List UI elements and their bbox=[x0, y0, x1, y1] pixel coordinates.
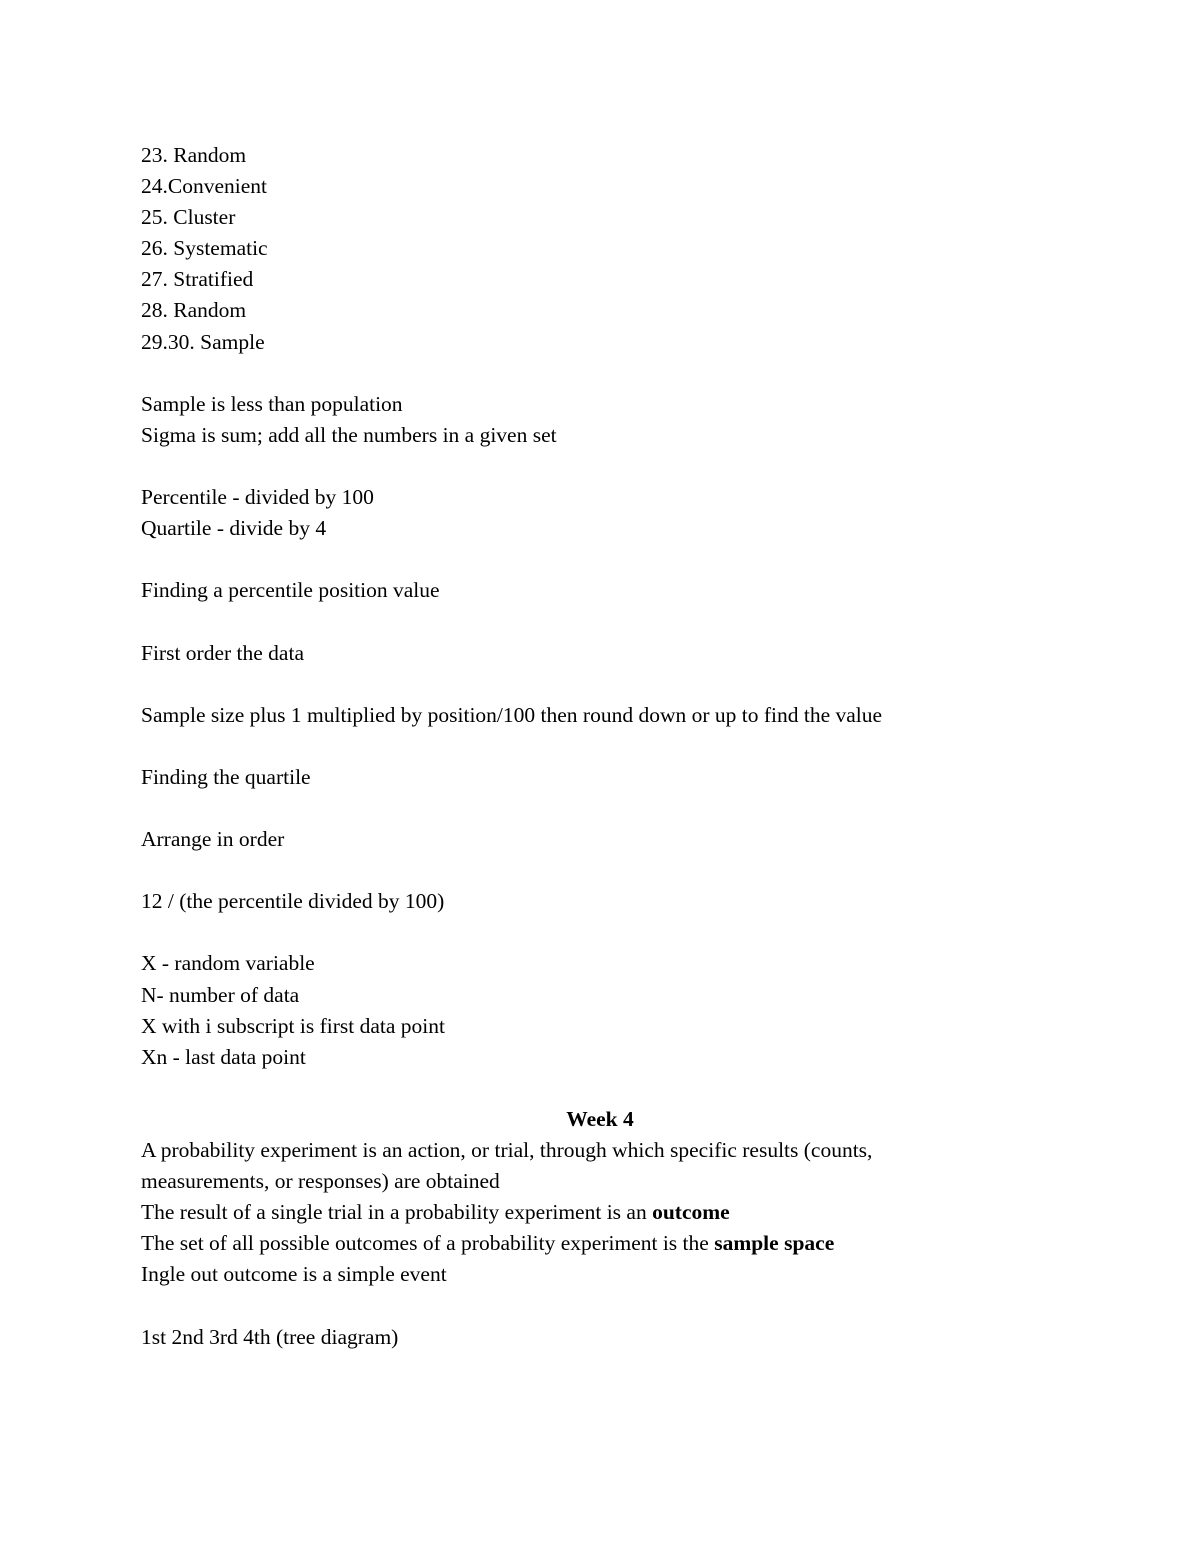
x-subscript-note: X with i subscript is first data point bbox=[141, 1013, 445, 1038]
sample-space-definition bbox=[141, 1228, 1061, 1259]
sigma-note: Sigma is sum; add all the numbers in a given set bbox=[141, 422, 557, 447]
percentile-definition: Percentile - divided by 100 bbox=[141, 485, 374, 510]
sampling-methods-list bbox=[141, 140, 1061, 358]
outcome-definition bbox=[141, 1197, 1061, 1228]
week-4-heading: Week 4 bbox=[566, 1106, 634, 1131]
quartile-definition: Quartile - divide by 4 bbox=[141, 516, 327, 541]
xn-note: Xn - last data point bbox=[141, 1044, 306, 1069]
list-item: 26. Systematic bbox=[141, 236, 268, 261]
blank-line bbox=[141, 917, 1061, 948]
blank-line bbox=[141, 1073, 1061, 1104]
document-body bbox=[141, 140, 1061, 1353]
blank-line bbox=[141, 855, 1061, 886]
sample-vs-population-note: Sample is less than population bbox=[141, 391, 403, 416]
list-item: 29.30. Sample bbox=[141, 329, 265, 354]
sample-space-term: sample space bbox=[714, 1231, 835, 1256]
list-item: 23. Random bbox=[141, 143, 247, 167]
blank-line bbox=[141, 731, 1061, 762]
finding-percentile-heading: Finding a percentile position value bbox=[141, 578, 440, 603]
blank-line bbox=[141, 544, 1061, 575]
finding-quartile-heading: Finding the quartile bbox=[141, 764, 311, 789]
probability-experiment-line-1: A probability experiment is an action, or trial, through which specific results (counts, bbox=[141, 1138, 873, 1162]
outcome-text: The result of a single trial in a probability experiment is an bbox=[141, 1200, 653, 1225]
blank-line bbox=[141, 1290, 1061, 1321]
tree-diagram-note: 1st 2nd 3rd 4th (tree diagram) bbox=[141, 1324, 399, 1349]
blank-line bbox=[141, 606, 1061, 637]
blank-line bbox=[141, 451, 1061, 482]
sample-space-text: The set of all possible outcomes of a probability experiment is the bbox=[141, 1231, 715, 1256]
x-variable-note: X - random variable bbox=[141, 951, 315, 976]
first-order-note: First order the data bbox=[141, 640, 304, 665]
list-item: 28. Random bbox=[141, 298, 247, 323]
arrange-note: Arrange in order bbox=[141, 827, 285, 852]
n-variable-note: N- number of data bbox=[141, 982, 300, 1007]
list-item: 24.Convenient bbox=[141, 174, 267, 199]
blank-line bbox=[141, 793, 1061, 824]
list-item: 27. Stratified bbox=[141, 267, 254, 292]
blank-line bbox=[141, 669, 1061, 700]
twelve-rule: 12 / (the percentile divided by 100) bbox=[141, 889, 445, 914]
probability-experiment-line-2: measurements, or responses) are obtained bbox=[141, 1169, 500, 1194]
list-item: 25. Cluster bbox=[141, 205, 236, 230]
simple-event-note: Ingle out outcome is a simple event bbox=[141, 1262, 447, 1287]
outcome-term: outcome bbox=[652, 1200, 730, 1225]
blank-line bbox=[141, 358, 1061, 389]
sample-size-rule: Sample size plus 1 multiplied by position/100 then round down or up to find the value bbox=[141, 702, 883, 727]
